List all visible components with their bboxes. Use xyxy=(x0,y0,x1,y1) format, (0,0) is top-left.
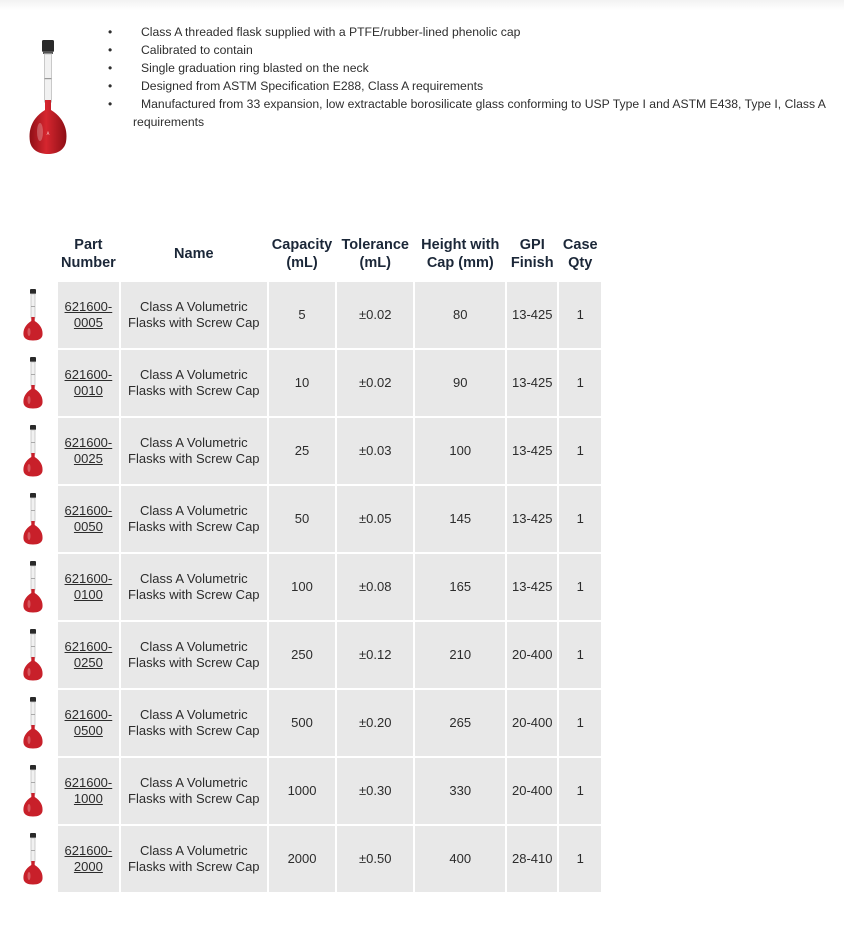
name-cell: Class A Volumetric Flasks with Screw Cap xyxy=(121,554,267,620)
capacity-cell: 10 xyxy=(269,350,335,416)
bullet-icon: • xyxy=(108,43,113,57)
header-tolerance: Tolerance (mL) xyxy=(337,234,413,280)
height-cell: 210 xyxy=(415,622,505,688)
tolerance-cell: ±0.02 xyxy=(337,350,413,416)
table-row xyxy=(10,554,601,620)
bullet-icon: • xyxy=(108,61,113,75)
height-cell: 165 xyxy=(415,554,505,620)
name-cell: Class A Volumetric Flasks with Screw Cap xyxy=(121,758,267,824)
name-cell: Class A Volumetric Flasks with Screw Cap xyxy=(121,486,267,552)
volumetric-flask-thumbnail-icon[interactable] xyxy=(10,418,56,484)
gpi-finish-cell: 13-425 xyxy=(507,282,557,348)
svg-text:A: A xyxy=(46,131,50,136)
tolerance-cell: ±0.50 xyxy=(337,826,413,892)
gpi-finish-cell: 20-400 xyxy=(507,758,557,824)
capacity-cell: 500 xyxy=(269,690,335,756)
volumetric-flask-thumbnail-icon[interactable] xyxy=(10,350,56,416)
part-number-link[interactable]: 621600- 0010 xyxy=(64,367,113,398)
gpi-finish-cell: 20-400 xyxy=(507,622,557,688)
table-row xyxy=(10,486,601,552)
tolerance-cell: ±0.05 xyxy=(337,486,413,552)
case-qty-cell: 1 xyxy=(559,554,601,620)
gpi-finish-cell: 13-425 xyxy=(507,554,557,620)
case-qty-cell: 1 xyxy=(559,350,601,416)
capacity-cell: 25 xyxy=(269,418,335,484)
height-cell: 90 xyxy=(415,350,505,416)
tolerance-cell: ±0.20 xyxy=(337,690,413,756)
part-number-link[interactable]: 621600- 0100 xyxy=(64,571,113,602)
volumetric-flask-thumbnail-icon[interactable] xyxy=(10,690,56,756)
tolerance-cell: ±0.02 xyxy=(337,282,413,348)
volumetric-flask-icon xyxy=(28,38,68,156)
name-cell: Class A Volumetric Flasks with Screw Cap xyxy=(121,622,267,688)
volumetric-flask-thumbnail-icon[interactable] xyxy=(10,826,56,892)
table-row xyxy=(10,622,601,688)
case-qty-cell: 1 xyxy=(559,758,601,824)
name-cell: Class A Volumetric Flasks with Screw Cap xyxy=(121,690,267,756)
header-capacity: Capacity (mL) xyxy=(269,234,335,280)
table-header-row xyxy=(10,234,601,280)
header-image xyxy=(10,234,56,280)
part-number-link[interactable]: 621600- 0250 xyxy=(64,639,113,670)
table-row xyxy=(10,350,601,416)
part-number-link[interactable]: 621600- 0050 xyxy=(64,503,113,534)
height-cell: 400 xyxy=(415,826,505,892)
part-number-cell xyxy=(58,350,119,416)
volumetric-flask-thumbnail-icon[interactable] xyxy=(10,758,56,824)
tolerance-cell: ±0.12 xyxy=(337,622,413,688)
feature-item: • Calibrated to contain xyxy=(108,43,253,57)
part-number-cell xyxy=(58,622,119,688)
height-cell: 100 xyxy=(415,418,505,484)
part-number-cell xyxy=(58,554,119,620)
table-row xyxy=(10,758,601,824)
gpi-finish-cell: 20-400 xyxy=(507,690,557,756)
feature-item: • Manufactured from 33 expansion, low extractable borosilicate glass conforming to USP Type I and ASTM E438, Type I, Class A requirements xyxy=(108,97,826,129)
gpi-finish-cell: 13-425 xyxy=(507,486,557,552)
height-cell: 145 xyxy=(415,486,505,552)
header-gpi-finish: GPI Finish xyxy=(507,234,557,280)
top-gradient-strip xyxy=(0,0,844,10)
name-cell: Class A Volumetric Flasks with Screw Cap xyxy=(121,826,267,892)
case-qty-cell: 1 xyxy=(559,826,601,892)
name-cell: Class A Volumetric Flasks with Screw Cap xyxy=(121,418,267,484)
part-number-link[interactable]: 621600- 0005 xyxy=(64,299,113,330)
capacity-cell: 2000 xyxy=(269,826,335,892)
header-part-number: Part Number xyxy=(58,234,119,280)
capacity-cell: 50 xyxy=(269,486,335,552)
product-table xyxy=(8,232,603,894)
height-cell: 80 xyxy=(415,282,505,348)
height-cell: 330 xyxy=(415,758,505,824)
case-qty-cell: 1 xyxy=(559,622,601,688)
feature-item: • Designed from ASTM Specification E288, Class A requirements xyxy=(108,79,484,93)
bullet-icon: • xyxy=(108,79,113,93)
part-number-cell xyxy=(58,690,119,756)
header-case-qty: Case Qty xyxy=(559,234,601,280)
tolerance-cell: ±0.30 xyxy=(337,758,413,824)
bullet-icon: • xyxy=(108,25,113,39)
case-qty-cell: 1 xyxy=(559,282,601,348)
table-row xyxy=(10,690,601,756)
part-number-cell xyxy=(58,826,119,892)
table-row xyxy=(10,418,601,484)
part-number-link[interactable]: 621600- 1000 xyxy=(64,775,113,806)
tolerance-cell: ±0.08 xyxy=(337,554,413,620)
case-qty-cell: 1 xyxy=(559,486,601,552)
table-row xyxy=(10,826,601,892)
capacity-cell: 250 xyxy=(269,622,335,688)
gpi-finish-cell: 28-410 xyxy=(507,826,557,892)
volumetric-flask-thumbnail-icon[interactable] xyxy=(10,622,56,688)
gpi-finish-cell: 13-425 xyxy=(507,418,557,484)
capacity-cell: 5 xyxy=(269,282,335,348)
tolerance-cell: ±0.03 xyxy=(337,418,413,484)
height-cell: 265 xyxy=(415,690,505,756)
part-number-link[interactable]: 621600- 0500 xyxy=(64,707,113,738)
volumetric-flask-thumbnail-icon[interactable] xyxy=(10,554,56,620)
gpi-finish-cell: 13-425 xyxy=(507,350,557,416)
capacity-cell: 1000 xyxy=(269,758,335,824)
table-row xyxy=(10,282,601,348)
header-height: Height with Cap (mm) xyxy=(415,234,505,280)
case-qty-cell: 1 xyxy=(559,690,601,756)
name-cell: Class A Volumetric Flasks with Screw Cap xyxy=(121,282,267,348)
feature-list xyxy=(108,23,838,131)
part-number-cell xyxy=(58,418,119,484)
feature-item: • Single graduation ring blasted on the neck xyxy=(108,61,369,75)
case-qty-cell: 1 xyxy=(559,418,601,484)
part-number-cell xyxy=(58,282,119,348)
capacity-cell: 100 xyxy=(269,554,335,620)
part-number-link[interactable]: 621600- 2000 xyxy=(64,843,113,874)
bullet-icon: • xyxy=(108,97,113,111)
header-name: Name xyxy=(121,234,267,280)
feature-item: • Class A threaded flask supplied with a PTFE/rubber-lined phenolic cap xyxy=(108,25,521,39)
volumetric-flask-thumbnail-icon[interactable] xyxy=(10,282,56,348)
name-cell: Class A Volumetric Flasks with Screw Cap xyxy=(121,350,267,416)
part-number-link[interactable]: 621600- 0025 xyxy=(64,435,113,466)
part-number-cell xyxy=(58,758,119,824)
part-number-cell xyxy=(58,486,119,552)
volumetric-flask-thumbnail-icon[interactable] xyxy=(10,486,56,552)
